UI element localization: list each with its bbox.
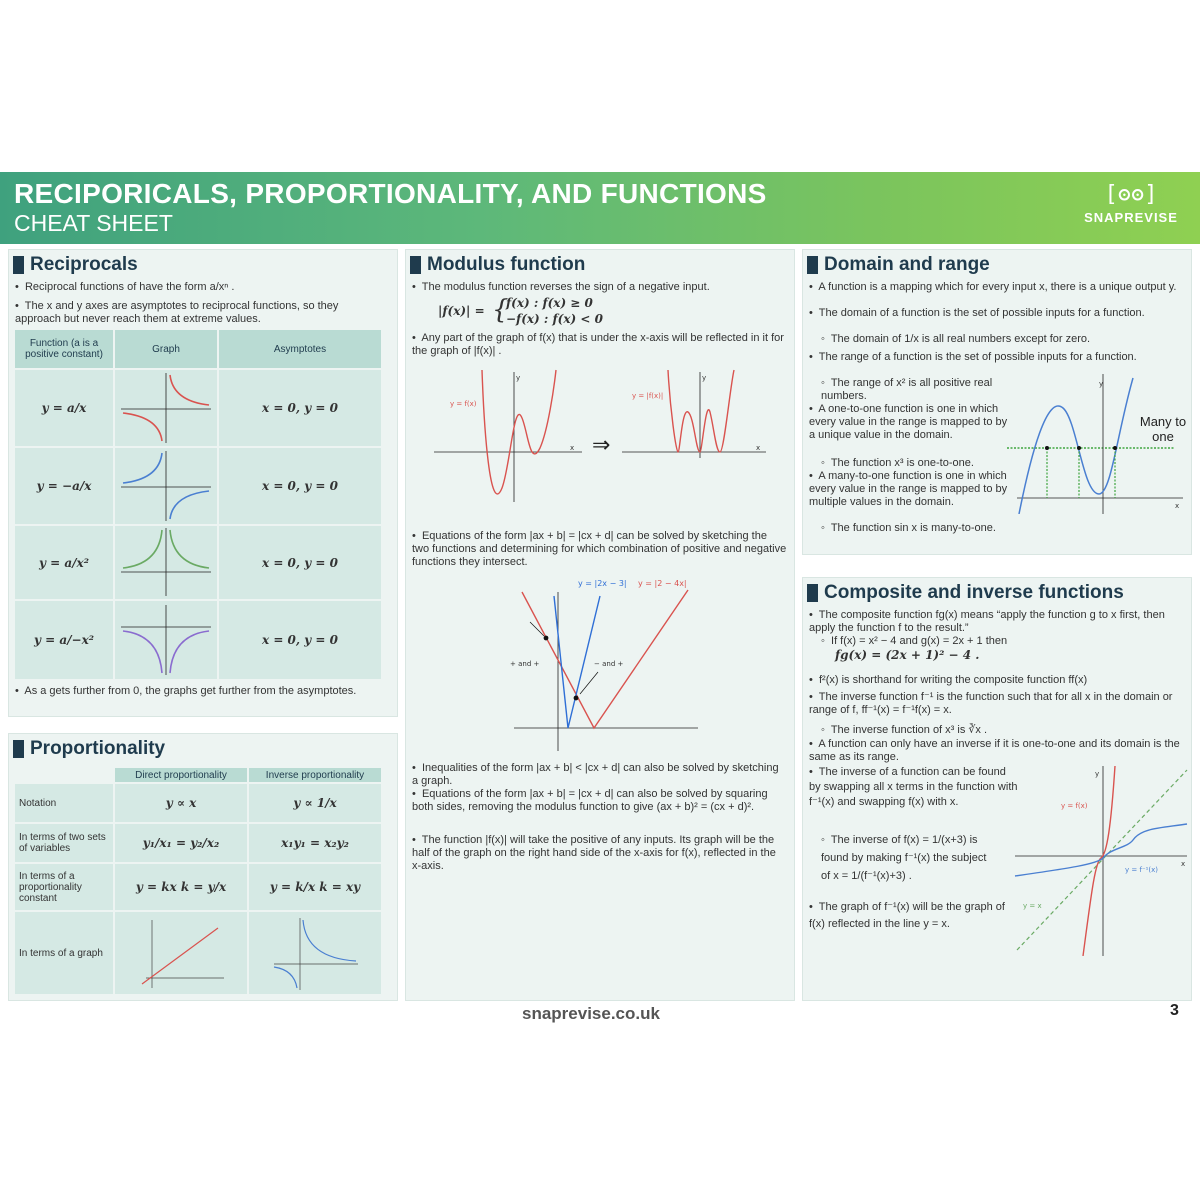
composite-bullet-1a: ◦ If f(x) = x² − 4 and g(x) = 2x + 1 then <box>821 635 1008 647</box>
inverse-graph-cell <box>248 911 382 995</box>
inverse-graph-label-f: y = f(x) <box>1061 802 1088 810</box>
domain-range-title: Domain and range <box>807 254 990 276</box>
annotation-plus-plus: + and + <box>510 660 540 668</box>
graph1-label: y = f(x) <box>450 400 477 408</box>
composite-bullet-4: • A function can only have an inverse if it is one-to-one and its domain is the same as its range. <box>809 738 1180 763</box>
composite-inverse-title: Composite and inverse functions <box>807 582 1124 604</box>
implies-arrow-icon: ⇒ <box>592 433 611 458</box>
domain-bullet-5a: ◦ The function sin x is many-to-one. <box>821 522 996 534</box>
graph-cell <box>114 525 218 600</box>
snaprevise-logo <box>1076 180 1186 225</box>
direct-cell: y ∝ x <box>114 783 248 823</box>
header-banner <box>0 172 1200 244</box>
many-to-one-graph <box>1007 374 1187 514</box>
graph-cell <box>114 600 218 680</box>
proportionality-title: Proportionality <box>13 738 165 760</box>
asymptote-cell: x = 0, y = 0 <box>218 447 382 525</box>
table-header: Inverse proportionality <box>248 767 382 783</box>
graph-cell <box>114 369 218 447</box>
domain-bullet-2: • The domain of a function is the set of possible inputs for a function. <box>809 307 1145 319</box>
inverse-cell: x₁y₁ = x₂y₂ <box>248 823 382 863</box>
svg-text:y: y <box>702 374 707 382</box>
composite-bullet-2: • f²(x) is shorthand for writing the composite function ff(x) <box>809 674 1088 686</box>
asymptote-cell: x = 0, y = 0 <box>218 369 382 447</box>
modulus-bullet-6: • The function |f(x)| will take the positive of any inputs. Its graph will be the half of the graph on the right hand side of the x-axis for f(x), reflected in the x-axis. <box>412 834 776 872</box>
modulus-panel: Modulus function • The modulus function reverses the sign of a negative input. |f(x)| = { f(x) : f(x) ≥ 0 −f(x) : f(x) < 0 • Any part of the graph of f(x) that is under the x-axis will be reflected in it for the graph of |f(x)| . y = f(x) x y ⇒ y = |f(x)| x y • Equations of the form |ax + b| = |cx + d| can be solved by sketching the two functions and determining for which combination of positive and negative functions they intersect. y = |2x − 3| y = |2 − 4x| + and + − and + • Inequalities of the form |ax + b| < |cx + d| can also be solved by sketching a graph. • Equations of the form |ax + b| = |cx + d| can also be solved by squaring both sides, removing the modulus function to give (ax + b)² = (cx + d)². • The function |f(x)| will take the positive of any inputs. Its graph will be the half of the graph on the right hand side of the x-axis for f(x), reflected in the x-axis. <box>405 249 795 1001</box>
row-label: In terms of two sets of variables <box>14 823 114 863</box>
many-to-one-label: Many to one <box>1139 414 1187 444</box>
table-header: Function (a is a positive constant) <box>14 329 114 369</box>
asymptote-cell: x = 0, y = 0 <box>218 525 382 600</box>
reciprocal-graph-3 <box>121 526 211 596</box>
inverse-graph-label-finv: y = f⁻¹(x) <box>1125 866 1159 874</box>
svg-text:y: y <box>516 374 521 382</box>
domain-bullet-5: • A many-to-one function is one in which every value in the range is mapped to by multiple values in the domain. <box>809 470 1008 508</box>
direct-graph-cell <box>114 911 248 995</box>
row-label: In terms of a graph <box>14 911 114 995</box>
logo-name: SNAPREVISE <box>1084 210 1178 225</box>
domain-bullet-3: • The range of a function is the set of possible inputs for a function. <box>809 351 1137 363</box>
svg-text:x: x <box>756 444 761 452</box>
domain-bullet-2a: ◦ The domain of 1/x is all real numbers except for zero. <box>821 333 1091 345</box>
modulus-bullet-3: • Equations of the form |ax + b| = |cx + d| can be solved by sketching the two functions and determining for which combination of positive and negative functions they intersect. <box>412 530 787 568</box>
svg-text:y: y <box>1099 380 1104 388</box>
reciprocal-graph-1 <box>121 371 211 443</box>
inverse-cell: y ∝ 1/x <box>248 783 382 823</box>
composite-bullet-5a: ◦ The inverse of f(x) = 1/(x+3) is found by making f⁻¹(x) the subject of x = 1/(f⁻¹(x)+3) . <box>821 834 987 882</box>
page-title: RECIPORICALS, PROPORTIONALITY, AND FUNCTIONS <box>14 178 767 209</box>
legend-blue: y = |2x − 3| <box>578 579 627 588</box>
svg-text:x: x <box>1175 502 1180 510</box>
reciprocals-table <box>13 328 383 681</box>
svg-text:x: x <box>570 444 575 452</box>
domain-bullet-4: • A one-to-one function is one in which every value in the range is mapped to by a unique value in the domain. <box>809 403 1008 441</box>
composite-bullet-3a: ◦ The inverse function of x³ is ∛x . <box>821 724 988 736</box>
footer-url[interactable]: snaprevise.co.uk <box>522 1004 660 1023</box>
reciprocals-bullet-3: • As a gets further from 0, the graphs get further from the asymptotes. <box>15 685 357 697</box>
modulus-bullet-5: • Equations of the form |ax + b| = |cx + d| can also be solved by squaring both sides, removing the modulus function to give (ax + b)² = (cx + d)². <box>412 788 768 813</box>
function-cell: y = −a/x <box>14 447 114 525</box>
asymptote-cell: x = 0, y = 0 <box>218 600 382 680</box>
svg-text:x: x <box>1181 860 1186 868</box>
graph2-label: y = |f(x)| <box>632 392 664 400</box>
proportionality-panel <box>8 733 398 1001</box>
function-cell: y = a/x² <box>14 525 114 600</box>
composite-bullet-3: • The inverse function f⁻¹ is the function such that for all x in the domain or range of f, ff⁻¹(x) = f⁻¹f(x) = x. <box>809 691 1173 716</box>
composite-bullet-6: • The graph of f⁻¹(x) will be the graph of f(x) reflected in the line y = x. <box>809 901 1005 930</box>
table-header: Direct proportionality <box>114 767 248 783</box>
direct-cell: y₁/x₁ = y₂/x₂ <box>114 823 248 863</box>
inverse-graph-label-yx: y = x <box>1023 902 1042 910</box>
domain-bullet-4a: ◦ The function x³ is one-to-one. <box>821 457 974 469</box>
table-header: Graph <box>114 329 218 369</box>
proportionality-table <box>13 766 383 996</box>
svg-text:y: y <box>1095 770 1100 778</box>
modulus-bullet-2: • Any part of the graph of f(x) that is under the x-axis will be reflected in it for the graph of |f(x)| . <box>412 332 784 357</box>
inverse-cell: y = k/x k = xy <box>248 863 382 911</box>
direct-proportion-graph <box>136 914 226 990</box>
graph-cell <box>114 447 218 525</box>
page-number: 3 <box>1170 1002 1179 1019</box>
modulus-title: Modulus function <box>410 254 585 276</box>
modulus-intersection-graph <box>502 576 702 751</box>
function-cell: y = a/−x² <box>14 600 114 680</box>
modulus-bullet-1: • The modulus function reverses the sign of a negative input. <box>412 281 710 293</box>
composite-bullet-1b: fg(x) = (2x + 1)² − 4 . <box>835 648 980 662</box>
reciprocals-title: Reciprocals <box>13 254 138 276</box>
page-subtitle: CHEAT SHEET <box>14 210 173 236</box>
inverse-proportion-graph <box>270 914 360 990</box>
reciprocals-panel <box>8 249 398 717</box>
modulus-reflection-graphs <box>410 368 790 508</box>
row-label: Notation <box>14 783 114 823</box>
legend-red: y = |2 − 4x| <box>638 579 687 588</box>
domain-bullet-3a: ◦ The range of x² is all positive real numbers. <box>821 377 993 402</box>
modulus-bullet-4: • Inequalities of the form |ax + b| < |cx + d| can also be solved by sketching a graph. <box>412 762 779 787</box>
row-label: In terms of a proportionality constant <box>14 863 114 911</box>
composite-bullet-5: • The inverse of a function can be found by swapping all x terms in the function with f⁻¹(x) and swapping f(x) with x. <box>809 766 1018 808</box>
domain-bullet-1: • A function is a mapping which for every input x, there is a unique output y. <box>809 281 1177 293</box>
function-cell: y = a/x <box>14 369 114 447</box>
inverse-function-graph <box>1011 766 1191 956</box>
composite-inverse-panel <box>802 577 1192 1001</box>
reciprocal-graph-2 <box>121 449 211 521</box>
reciprocals-bullet-2: • The x and y axes are asymptotes to reciprocal functions, so they approach but never reach them at extreme values. <box>15 300 339 325</box>
table-header: Asymptotes <box>218 329 382 369</box>
direct-cell: y = kx k = y/x <box>114 863 248 911</box>
composite-bullet-1: • The composite function fg(x) means “apply the function g to x first, then apply the function f to the result.” <box>809 609 1165 634</box>
logo-face-icon: [ʘʘ] <box>1104 182 1158 207</box>
annotation-minus-plus: − and + <box>594 660 624 668</box>
domain-range-panel <box>802 249 1192 555</box>
reciprocal-graph-4 <box>121 603 211 675</box>
reciprocals-bullet-1: • Reciprocal functions of have the form a/xⁿ . <box>15 281 235 293</box>
